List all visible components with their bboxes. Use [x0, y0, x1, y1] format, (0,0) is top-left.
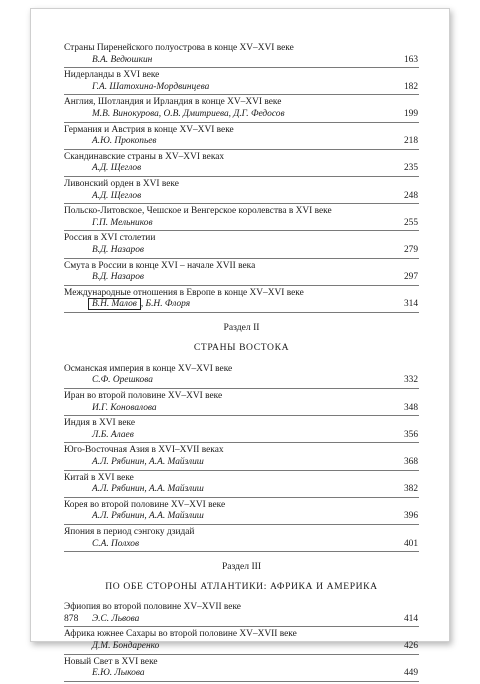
toc-entry: [64, 629, 419, 654]
toc-entry: [64, 152, 419, 177]
toc-entry-author-row: [64, 457, 419, 471]
section-heading-3: [64, 561, 419, 593]
toc-entry-authors: И.Г. Коновалова: [92, 402, 157, 413]
toc-entry-title: Япония в период сэнгоку дзидай: [64, 527, 195, 537]
toc-entry-authors: А.Л. Рябинин, А.А. Майзлиш: [92, 457, 204, 468]
toc-entry-authors: А.Л. Рябинин, А.А. Майзлиш: [92, 511, 204, 522]
toc-entry: [64, 261, 419, 286]
toc-entry-page: 348: [403, 402, 418, 413]
toc-entry-author-row: [64, 375, 419, 389]
toc-entry-authors: Е.Ю. Лыкова: [92, 668, 145, 679]
toc-entry-page: 218: [403, 136, 418, 147]
toc-entry: [64, 179, 419, 204]
toc-entry-title: Китай в XVI веке: [64, 472, 134, 483]
toc-entry: [64, 43, 419, 68]
toc-entry-page: 297: [403, 272, 418, 283]
toc-entry-author-row: [64, 641, 419, 655]
toc-entry-page: 248: [403, 190, 418, 201]
toc-entry-authors: Э.С. Львова: [92, 613, 140, 624]
toc-entry: [64, 233, 419, 258]
toc-entry: [64, 500, 419, 525]
toc-entry-title: Индия в XVI веке: [64, 418, 136, 429]
toc-entry-author-row: [64, 668, 419, 682]
toc-entry-authors: В.Д. Назаров: [92, 244, 144, 255]
toc-entry-authors: Л.Б. Алаев: [92, 429, 134, 440]
toc-entry-international-relations: [64, 288, 419, 313]
toc-entry-authors: А.Л. Рябинин, А.А. Майзлиш: [92, 484, 204, 495]
toc-entry-authors: В.А. Ведюшкин: [92, 54, 153, 65]
toc-entry-page: 449: [403, 668, 418, 679]
toc-entry-title: Ливонский орден в XVI веке: [64, 178, 179, 189]
toc-entry-authors: А.Д. Щеглов: [92, 163, 142, 174]
toc-entry-title: Англия, Шотландия и Ирландия в конце XV–XVI веке: [64, 97, 282, 108]
toc-entry-author-row: [64, 403, 419, 417]
author-rest: , Б.Н. Флоря: [140, 299, 191, 310]
toc-group-3: [64, 602, 419, 682]
toc-entry-author-row: [64, 272, 419, 286]
toc-entry: [64, 418, 419, 443]
toc-entry-page: 279: [403, 244, 418, 255]
toc-entry-title: Германия и Австрия в конце XV–XVI веке: [64, 124, 234, 135]
toc-entry-page: 368: [403, 457, 418, 468]
section-name: СТРАНЫ ВОСТОКА: [193, 341, 290, 353]
toc-entry-page: 356: [403, 429, 418, 440]
toc-entry-author-row: [64, 484, 419, 498]
section-label: Раздел III: [221, 561, 262, 573]
toc-entry-authors: С.А. Полхов: [92, 538, 140, 549]
toc-entry-title: Новый Свет в XVI веке: [64, 656, 158, 667]
toc-entry-title: Нидерланды в XVI веке: [64, 70, 160, 81]
toc-entry-title: Международные отношения в Европе в конце XV–XVI веке: [64, 287, 304, 298]
toc-entry-title: Россия в XVI столетии: [64, 233, 156, 244]
toc-entry-author-row: [64, 218, 419, 232]
section-heading-2: [64, 322, 419, 354]
toc-entry-author-row: [64, 82, 419, 96]
toc-group-2: [64, 364, 419, 552]
toc-entry-page: 426: [403, 640, 418, 651]
toc-entry-page: 414: [403, 613, 418, 624]
toc-entry-page: 163: [403, 54, 418, 65]
toc-entry-author-row: [64, 136, 419, 150]
toc-entry: [64, 527, 419, 552]
toc-entry: [64, 391, 419, 416]
toc-entry: [64, 657, 419, 682]
toc-entry-author-row: [64, 299, 419, 313]
toc-entry: [64, 364, 419, 389]
toc-entry-page: 401: [403, 538, 418, 549]
toc-entry-title: Иран во второй половине XV–XVI веке: [64, 391, 223, 402]
toc-entry-page: 182: [403, 81, 418, 92]
toc-entry-authors: В.Д. Назаров: [92, 272, 144, 283]
toc-entry-author-row: [64, 430, 419, 444]
toc-entry-page: 382: [403, 484, 418, 495]
toc-entry: [64, 602, 419, 627]
toc-entry-title: Юго-Восточная Азия в XVI–XVII веках: [64, 445, 224, 456]
section-label: Раздел II: [223, 321, 260, 333]
book-page: [30, 8, 450, 679]
toc-entry-authors: Г.А. Шатохина-Мордвинцева: [92, 81, 210, 92]
toc-entry: [64, 445, 419, 470]
toc-entry-page: 235: [403, 163, 418, 174]
toc-entry-title: Смута в России в конце XVI – начале XVII века: [64, 260, 256, 271]
toc-entry-page: 314: [403, 299, 418, 310]
toc-entry-author-row: [64, 511, 419, 525]
toc-entry-title: Османская империя в конце XV–XVI веке: [64, 363, 233, 374]
toc-entry-title: Африка южнее Сахары во второй половине XV–XVII веке: [64, 629, 297, 640]
toc-entry-authors: Г.П. Мельников: [92, 217, 153, 228]
toc-group-1: [64, 43, 419, 286]
toc-entry-author-row: [64, 614, 419, 628]
table-of-contents: [64, 43, 419, 684]
toc-entry: [64, 125, 419, 150]
toc-entry: [64, 206, 419, 231]
toc-entry-title: Польско-Литовское, Чешское и Венгерское королевства в XVI веке: [64, 206, 332, 217]
toc-entry-authors: [64, 299, 190, 311]
toc-entry: [64, 473, 419, 498]
toc-entry: [64, 70, 419, 95]
toc-entry-title: Скандинавские страны в XV–XVI веках: [64, 151, 225, 162]
page-number: 878: [64, 613, 79, 624]
boxed-author: В.Н. Малов: [88, 298, 141, 310]
toc-entry-authors: А.Ю. Прокопьев: [92, 136, 157, 147]
toc-entry-authors: А.Д. Щеглов: [92, 190, 142, 201]
toc-entry-author-row: [64, 245, 419, 259]
toc-entry-page: 332: [403, 375, 418, 386]
toc-entry-author-row: [64, 55, 419, 69]
toc-entry-authors: Д.М. Бондаренко: [92, 640, 160, 651]
toc-entry-author-row: [64, 191, 419, 205]
toc-entry-title: Страны Пиренейского полуострова в конце XV–XVI веке: [64, 43, 294, 53]
toc-entry-author-row: [64, 539, 419, 553]
section-name: ПО ОБЕ СТОРОНЫ АТЛАНТИКИ: АФРИКА И АМЕРИКА: [105, 581, 378, 593]
toc-entry-author-row: [64, 109, 419, 123]
toc-entry-page: 199: [403, 108, 418, 119]
toc-entry-page: 255: [403, 217, 418, 228]
toc-entry-title: Эфиопия во второй половине XV–XVII веке: [64, 602, 241, 613]
toc-entry-title: Корея во второй половине XV–XVI веке: [64, 499, 226, 510]
toc-entry: [64, 97, 419, 122]
toc-entry-author-row: [64, 163, 419, 177]
toc-entry-authors: С.Ф. Орешкова: [92, 375, 153, 386]
toc-entry-page: 396: [403, 511, 418, 522]
toc-entry-authors: М.В. Винокурова, О.В. Дмитриева, Д.Г. Федосов: [92, 108, 285, 119]
